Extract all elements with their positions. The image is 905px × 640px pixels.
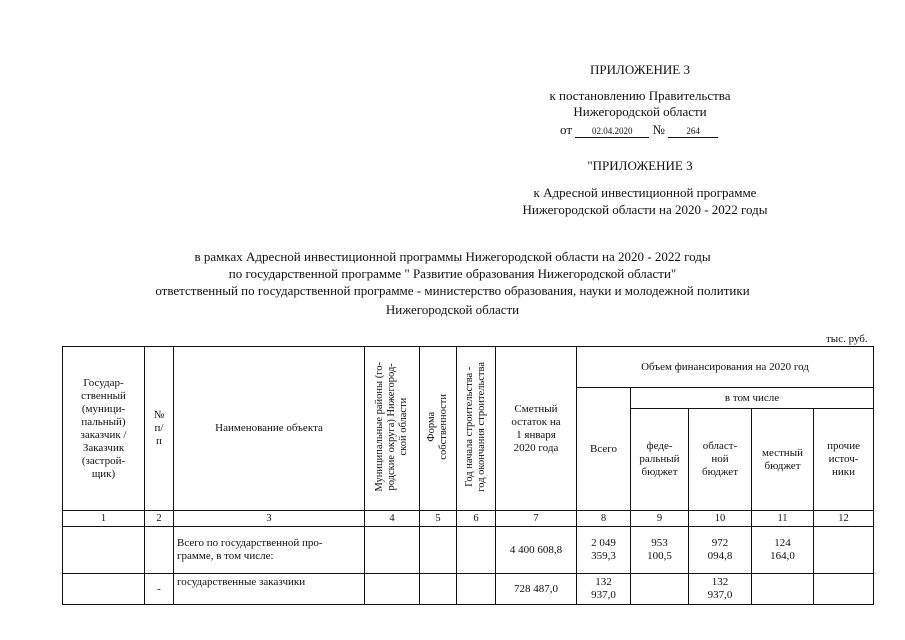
column-number: 10 (689, 511, 752, 527)
financing-table (62, 346, 874, 605)
header-object-name: Наименование объекта (174, 347, 365, 511)
resolution-line-1: к постановлению Правительства (549, 88, 731, 103)
resolution-number: 264 (668, 125, 718, 138)
header-financing: Объем финансирования на 2020 год (577, 347, 874, 388)
column-number: 7 (496, 511, 577, 527)
cell-num: - (145, 574, 174, 605)
resolution-date-line (560, 122, 718, 138)
cell-regional: 132 937,0 (689, 574, 752, 605)
column-number: 6 (457, 511, 496, 527)
cell-object-name: государственные заказчики (174, 574, 365, 605)
cell-num (145, 527, 174, 574)
header-municipal (365, 347, 420, 511)
column-numbers-row (63, 511, 874, 527)
header-local: местный бюджет (752, 409, 814, 511)
column-number: 4 (365, 511, 420, 527)
header-including: в том числе (631, 388, 874, 409)
header-regional: област- ной бюджет (689, 409, 752, 511)
column-number: 9 (631, 511, 689, 527)
column-number: 11 (752, 511, 814, 527)
column-number: 8 (577, 511, 631, 527)
cell-other (814, 574, 874, 605)
title-line-3: ответственный по государственной программе - министерство образования, науки и молодежной политики (155, 283, 750, 298)
column-number: 2 (145, 511, 174, 527)
cell-estimate: 728 487,0 (496, 574, 577, 605)
cell-total: 2 049 359,3 (577, 527, 631, 574)
cell-years (457, 574, 496, 605)
cell-object-name: Всего по государственной про- грамме, в том числе: (174, 527, 365, 574)
cell-federal (631, 574, 689, 605)
cell-ownership (420, 574, 457, 605)
cell-municipal (365, 527, 420, 574)
title-line-2: по государственной программе " Развитие образования Нижегородской области" (228, 266, 677, 281)
cell-regional: 972 094,8 (689, 527, 752, 574)
header-ownership (420, 347, 457, 511)
header-other: прочие источ- ники (814, 409, 874, 511)
table-row (63, 574, 874, 605)
column-number: 5 (420, 511, 457, 527)
cell-municipal (365, 574, 420, 605)
cell-local: 124 164,0 (752, 527, 814, 574)
header-ownership-text: Форма собственности (426, 393, 449, 460)
header-num: № п/ п (145, 347, 174, 511)
header-federal: феде- ральный бюджет (631, 409, 689, 511)
number-label: № (652, 122, 665, 137)
program-line-2: Нижегородской области на 2020 - 2022 годы (522, 202, 768, 217)
cell-customer (63, 574, 145, 605)
header-total: Всего (577, 388, 631, 511)
title-line-4: Нижегородской области (385, 302, 520, 317)
table-row (63, 527, 874, 574)
cell-customer (63, 527, 145, 574)
column-number: 12 (814, 511, 874, 527)
title-line-1: в рамках Адресной инвестиционной программы Нижегородской области на 2020 - 2022 годы (194, 249, 711, 264)
units-label: тыс. руб. (826, 333, 868, 345)
cell-other (814, 527, 874, 574)
cell-years (457, 527, 496, 574)
cell-ownership (420, 527, 457, 574)
header-municipal-text: Муниципальные районы (го- родские округа) Нижегород- ской области (374, 361, 409, 492)
resolution-date: 02.04.2020 (575, 125, 649, 138)
cell-total: 132 937,0 (577, 574, 631, 605)
quoted-appendix-label: "ПРИЛОЖЕНИЕ 3 (587, 158, 693, 173)
from-label: от (560, 122, 573, 137)
header-years (457, 347, 496, 511)
header-estimate: Сметный остаток на 1 января 2020 года (496, 347, 577, 511)
program-line-1: к Адресной инвестиционной программе (533, 185, 757, 200)
column-number: 3 (174, 511, 365, 527)
cell-estimate: 4 400 608,8 (496, 527, 577, 574)
header-years-text: Год начала строительства - год окончания строительства (464, 361, 487, 492)
cell-local (752, 574, 814, 605)
header-customer: Государ- ственный (муници- пальный) заказчик / Заказчик (застрой- щик) (63, 347, 145, 511)
cell-federal: 953 100,5 (631, 527, 689, 574)
resolution-line-2: Нижегородской области (573, 104, 707, 119)
appendix-label: ПРИЛОЖЕНИЕ 3 (590, 62, 690, 77)
column-number: 1 (63, 511, 145, 527)
